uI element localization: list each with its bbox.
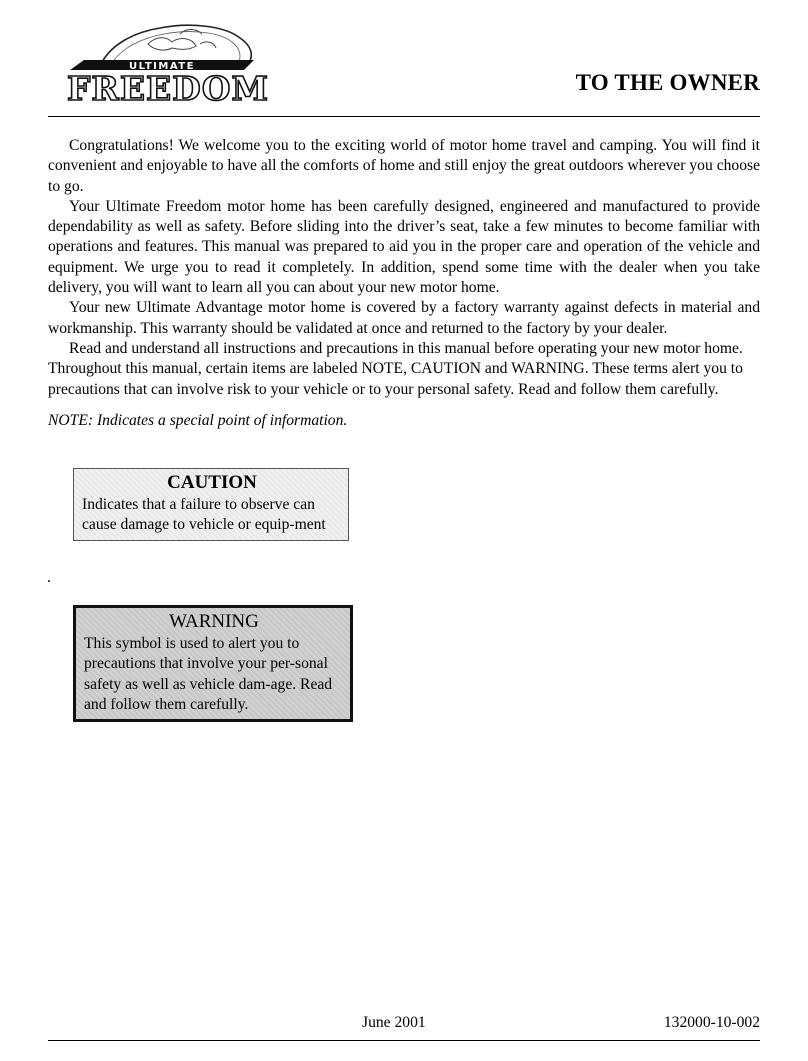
header-rule xyxy=(48,116,760,117)
footer-doc-number: 132000-10-002 xyxy=(663,1014,760,1031)
note-definition: NOTE: Indicates a special point of information. xyxy=(48,412,348,429)
footer-date: June 2001 xyxy=(362,1014,426,1031)
warning-title: WARNING xyxy=(169,611,259,632)
logo-main-word: FREEDOM xyxy=(66,69,270,106)
paragraph: Read and understand all instructions and precautions in this manual before operating your new motor home. Throughout this manual, certain items are labeled NOTE, CAUTION and WARNING. These terms alert you to precautions that can involve risk to your vehicle or to your personal safety. Read and follow them carefully. xyxy=(48,339,743,398)
logo-ornament xyxy=(148,38,196,50)
paragraph: Your Ultimate Freedom motor home has been carefully designed, engineered and manufactured to provide dependability as well as safety. Before sliding into the driver’s seat, take a few minutes to become familiar with operations and features. This manual was prepared to aid you in the proper care and operation of the vehicle and equipment. We urge you to read it completely. In addition, spend some time with the dealer when you take delivery, you will want to learn all you can about your new motor home. xyxy=(48,197,760,297)
separator-mark: . xyxy=(47,569,51,586)
footer-rule xyxy=(48,1040,760,1041)
paragraph: Congratulations! We welcome you to the exciting world of motor home travel and camping. You will find it convenient and enjoyable to have all the comforts of home and still enjoy the great outdoors wherever you choose to go. xyxy=(48,137,760,195)
paragraph: Your new Ultimate Advantage motor home is covered by a factory warranty against defects in material and workmanship. This warranty should be validated at once and returned to the factory by your dealer. xyxy=(48,299,760,337)
intro-text xyxy=(48,136,760,400)
caution-text: Indicates that a failure to observe can cause damage to vehicle or equip-ment xyxy=(82,496,326,534)
logo-arc xyxy=(100,25,251,66)
page-title: TO THE OWNER xyxy=(575,70,760,95)
warning-text: This symbol is used to alert you to precautions that involve your per-sonal safety as well as vehicle dam-age. Read and follow them carefully. xyxy=(84,635,333,713)
caution-box xyxy=(73,468,349,541)
logo-top-word: ULTIMATE xyxy=(129,61,195,72)
ultimate-freedom-logo xyxy=(40,14,302,106)
caution-title: CAUTION xyxy=(167,472,257,493)
warning-box xyxy=(73,605,353,722)
